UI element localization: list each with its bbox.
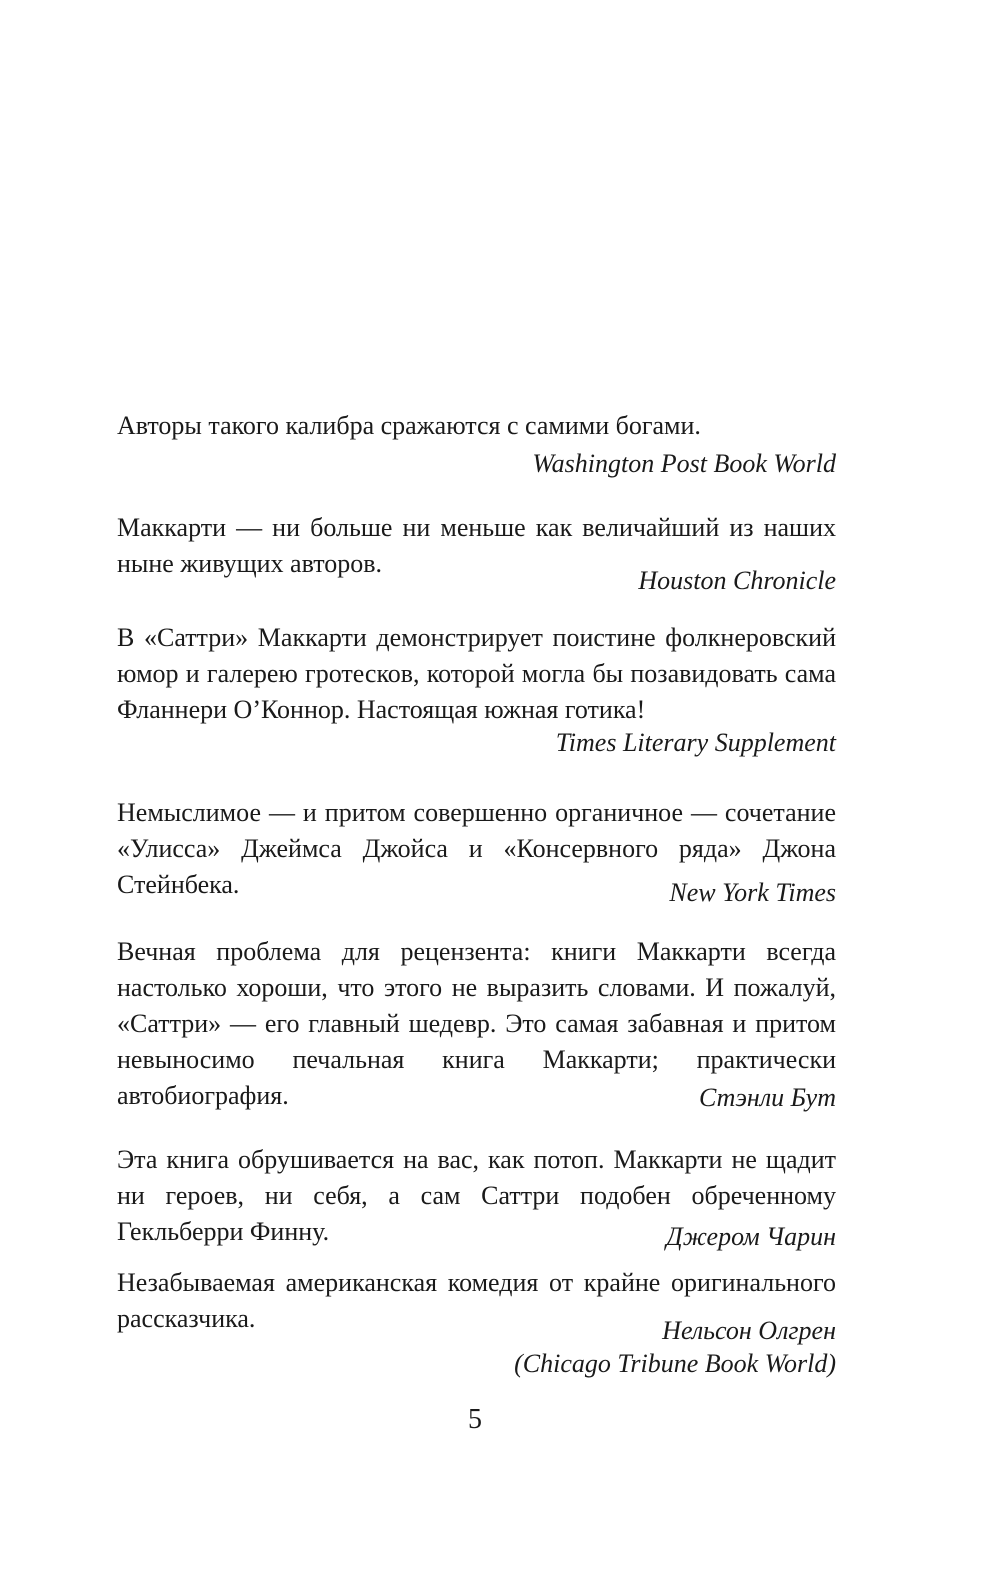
quote-text: Маккарти — ни больше ни меньше как величайший из наших ныне живущих авторов. bbox=[117, 513, 836, 578]
quote-source: Washington Post Book World bbox=[532, 449, 836, 478]
quote-text: В «Саттри» Маккарти демонстрирует поистине фолкнеровский юмор и галерею гротесков, которой могла бы позавидовать сама Фланнери О’Коннор. Настоящая южная готика! bbox=[117, 623, 836, 724]
quote-source: Houston Chronicle bbox=[638, 566, 836, 595]
quote-text: Незабываемая американская комедия от крайне оригинального рассказчика. bbox=[117, 1268, 836, 1333]
page-number: 5 bbox=[468, 1404, 482, 1435]
quote-source: Times Literary Supplement bbox=[555, 728, 836, 757]
quote-text: Авторы такого калибра сражаются с самими богами. bbox=[117, 411, 701, 440]
quote-text: Вечная проблема для рецензента: книги Маккарти всегда настолько хороши, что этого не выразить словами. И пожалуй, «Саттри» — его главный шедевр. Это самая забавная и притом невыносимо печальная книга Маккарти; практически автобиография. bbox=[117, 937, 836, 1110]
quote-source: Стэнли Бут bbox=[698, 1083, 836, 1112]
quote-text: Немыслимое — и притом совершенно органичное — сочетание «Улисса» Джеймса Джойса и «Консервного ряда» Джона Стейнбека. bbox=[117, 798, 836, 899]
quote-text: Эта книга обрушивается на вас, как потоп. Маккарти не щадит ни героев, ни себя, а сам Саттри подобен обреченному Гекльберри Финну. bbox=[117, 1145, 836, 1246]
review-quote bbox=[117, 620, 836, 728]
quote-source-publication: (Chicago Tribune Book World) bbox=[514, 1349, 836, 1378]
quote-source: New York Times bbox=[669, 878, 836, 907]
quote-source: Нельсон Олгрен bbox=[662, 1316, 836, 1345]
review-quote bbox=[117, 408, 836, 444]
quote-source: Джером Чарин bbox=[666, 1222, 836, 1251]
